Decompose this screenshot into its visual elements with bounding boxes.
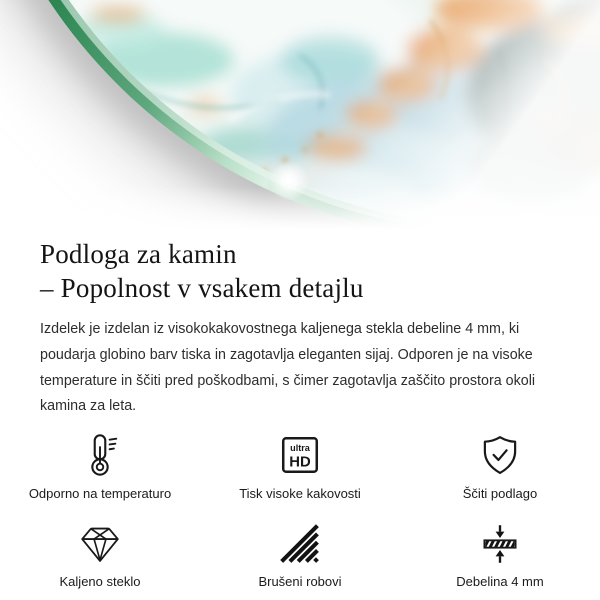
- feature-thickness: [400, 518, 600, 589]
- feature-label: Ščiti podlago: [462, 485, 538, 501]
- title-line-2: – Popolnost v vsakem detajlu: [40, 273, 364, 304]
- feature-label: Brušeni robovi: [258, 573, 342, 589]
- polished-edges-icon: [278, 518, 322, 566]
- shield-check-icon: [478, 430, 522, 478]
- ultra-label: ultra: [290, 443, 310, 454]
- feature-label: Debelina 4 mm: [456, 573, 544, 589]
- title-line-1: Podloga za kamin: [40, 239, 237, 269]
- thickness-icon: [478, 518, 522, 566]
- hd-label: HD: [289, 454, 311, 471]
- feature-temperature: [0, 430, 200, 501]
- product-description: Izdelek je izdelan iz visokokakovostnega kaljenega stekla debeline 4 mm, ki poudarja globino barv tiska in zagotavlja eleganten sijaj. Odporen je na visoke temperature in ščiti pred poškodbami, s čimer zagotavlja zaščito prostora okoli kamina za leta.: [40, 321, 536, 415]
- feature-grid: [0, 430, 600, 589]
- glass-panel-illustration: [0, 0, 600, 230]
- diamond-icon: [78, 518, 122, 566]
- feature-protection: [400, 430, 600, 501]
- feature-label: Odporno na temperaturo: [28, 485, 172, 501]
- page-title: [40, 237, 560, 305]
- ultra-hd-icon: [277, 430, 323, 478]
- feature-polished-edges: [200, 518, 400, 589]
- product-image: [0, 0, 600, 230]
- feature-tempered-glass: [0, 518, 200, 589]
- feature-label: Kaljeno steklo: [59, 573, 141, 589]
- feature-label: Tisk visoke kakovosti: [239, 485, 361, 501]
- product-details: [0, 230, 600, 589]
- feature-print-quality: [200, 430, 400, 501]
- thermometer-icon: [77, 430, 123, 478]
